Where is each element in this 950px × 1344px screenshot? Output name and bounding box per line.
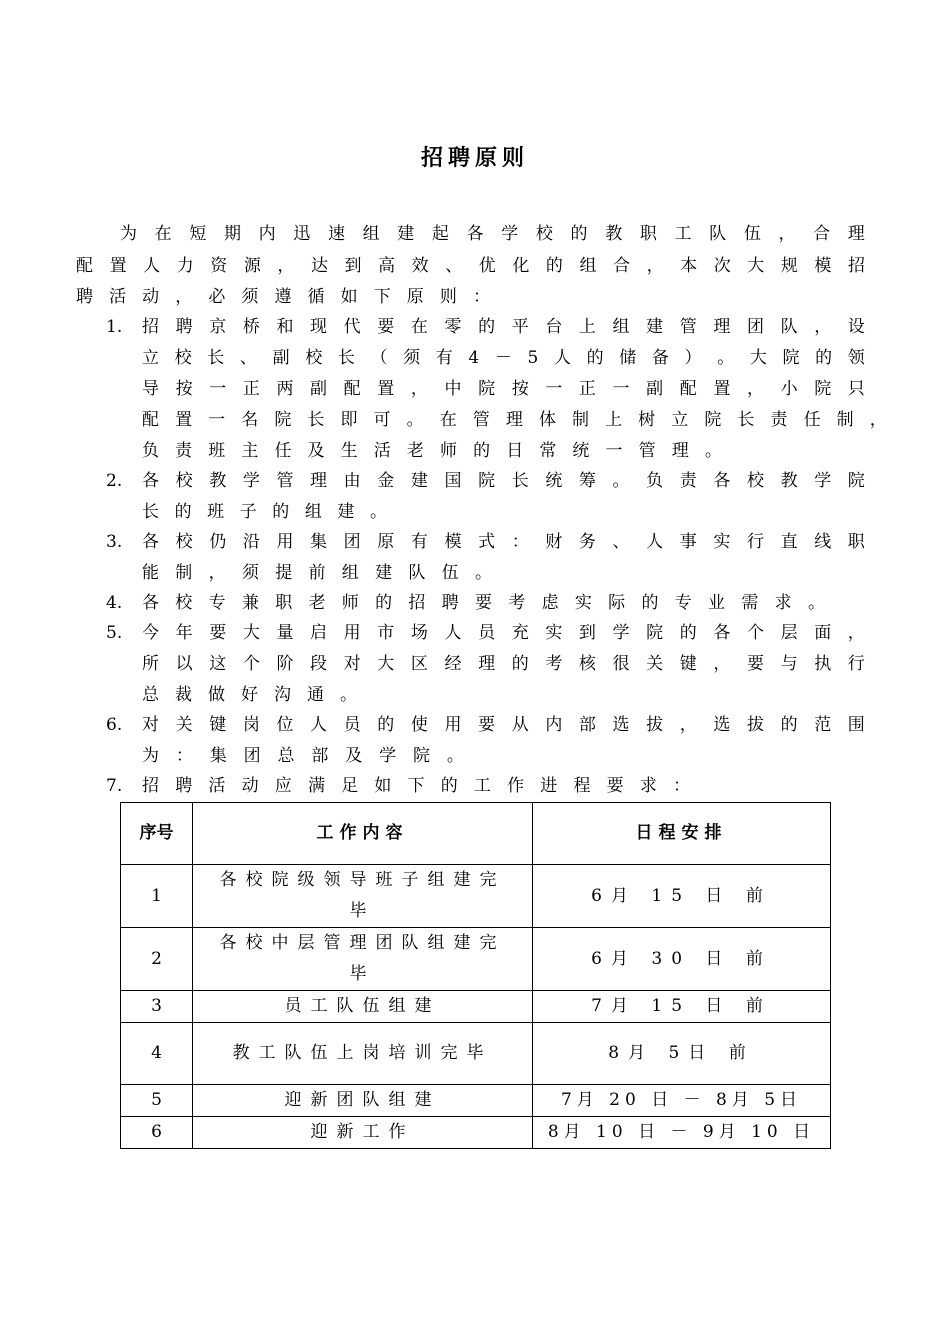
page-title: 招聘原则 bbox=[420, 145, 529, 171]
intro-line: 配 置 人 力 资 源 ， 达 到 高 效 、 优 化 的 组 合 ， 本 次 大 规 模 招 bbox=[76, 256, 865, 276]
item-line: 对 关 键 岗 位 人 员 的 使 用 要 从 内 部 选 拔 ， 选 拔 的 范 围 bbox=[142, 715, 865, 735]
table-row bbox=[121, 1085, 831, 1117]
table-row bbox=[121, 991, 831, 1023]
item-line: 导 按 一 正 两 副 配 置 ， 中 院 按 一 正 一 副 配 置 ， 小 院 只 bbox=[142, 379, 865, 399]
item-line: 所 以 这 个 阶 段 对 大 区 经 理 的 考 核 很 关 键 ， 要 与 执 行 bbox=[142, 654, 865, 674]
row-task: 迎新工作 bbox=[193, 1117, 533, 1149]
row-schedule: 6月 15 日 前 bbox=[533, 865, 831, 928]
row-schedule: 8月 5日 前 bbox=[533, 1023, 831, 1085]
item-line: 长 的 班 子 的 组 建 。 bbox=[142, 502, 387, 522]
item-line: 招 聘 京 桥 和 现 代 要 在 零 的 平 台 上 组 建 管 理 团 队 ， 设 bbox=[142, 317, 865, 337]
row-number: 2 bbox=[121, 928, 193, 991]
header-schedule: 日程安排 bbox=[533, 803, 831, 865]
item-line: 总 裁 做 好 沟 通 。 bbox=[142, 685, 357, 705]
item-number: 1. bbox=[106, 317, 123, 337]
row-schedule: 7月 20 日 － 8月 5日 bbox=[533, 1085, 831, 1117]
item-line: 各 校 仍 沿 用 集 团 原 有 模 式 ： 财 务 、 人 事 实 行 直 线 职 bbox=[142, 532, 865, 552]
table-row bbox=[121, 928, 831, 991]
table-header-row bbox=[121, 803, 831, 865]
row-schedule: 8月 10 日 － 9月 10 日 bbox=[533, 1117, 831, 1149]
item-number: 2. bbox=[106, 471, 123, 491]
intro-line: 聘 活 动 ， 必 须 遵 循 如 下 原 则 ： bbox=[76, 287, 490, 307]
item-line: 负 责 班 主 任 及 生 活 老 师 的 日 常 统 一 管 理 。 bbox=[142, 441, 722, 461]
item-number: 3. bbox=[106, 532, 123, 552]
item-line: 为 ： 集 团 总 部 及 学 院 。 bbox=[142, 746, 464, 766]
table-row bbox=[121, 1023, 831, 1085]
row-number: 3 bbox=[121, 991, 193, 1023]
intro-line: 为 在 短 期 内 迅 速 组 建 起 各 学 校 的 教 职 工 队 伍 ， 合 理 bbox=[120, 224, 865, 244]
item-line: 招 聘 活 动 应 满 足 如 下 的 工 作 进 程 要 求 ： bbox=[142, 776, 690, 796]
row-number: 5 bbox=[121, 1085, 193, 1117]
row-task: 教工队伍上岗培训完毕 bbox=[193, 1023, 533, 1085]
row-number: 1 bbox=[121, 865, 193, 928]
table-row bbox=[121, 865, 831, 928]
item-line: 能 制 ， 须 提 前 组 建 队 伍 。 bbox=[142, 563, 492, 583]
item-line: 各 校 教 学 管 理 由 金 建 国 院 长 统 筹 。 负 责 各 校 教 学 院 bbox=[142, 471, 865, 491]
item-number: 4. bbox=[106, 593, 123, 613]
header-number: 序号 bbox=[121, 803, 193, 865]
item-line: 配 置 一 名 院 长 即 可 。 在 管 理 体 制 上 树 立 院 长 责 任 制 ， bbox=[142, 410, 887, 430]
row-schedule: 6月 30 日 前 bbox=[533, 928, 831, 991]
row-number: 4 bbox=[121, 1023, 193, 1085]
row-task: 各校院级领导班子组建完毕 bbox=[193, 865, 533, 928]
item-line: 立 校 长 、 副 校 长 （ 须 有 4 － 5 人 的 储 备 ） 。 大 院 的 领 bbox=[142, 348, 865, 368]
header-task: 工作内容 bbox=[193, 803, 533, 865]
table-row bbox=[121, 1117, 831, 1149]
row-number: 6 bbox=[121, 1117, 193, 1149]
item-line: 各 校 专 兼 职 老 师 的 招 聘 要 考 虑 实 际 的 专 业 需 求 。 bbox=[142, 593, 825, 613]
schedule-table bbox=[120, 802, 831, 1149]
item-number: 7. bbox=[106, 776, 123, 796]
item-number: 6. bbox=[106, 715, 123, 735]
item-number: 5. bbox=[106, 623, 123, 643]
row-task: 各校中层管理团队组建完毕 bbox=[193, 928, 533, 991]
row-task: 员工队伍组建 bbox=[193, 991, 533, 1023]
row-schedule: 7月 15 日 前 bbox=[533, 991, 831, 1023]
row-task: 迎新团队组建 bbox=[193, 1085, 533, 1117]
item-line: 今 年 要 大 量 启 用 市 场 人 员 充 实 到 学 院 的 各 个 层 面 ， bbox=[142, 623, 865, 643]
